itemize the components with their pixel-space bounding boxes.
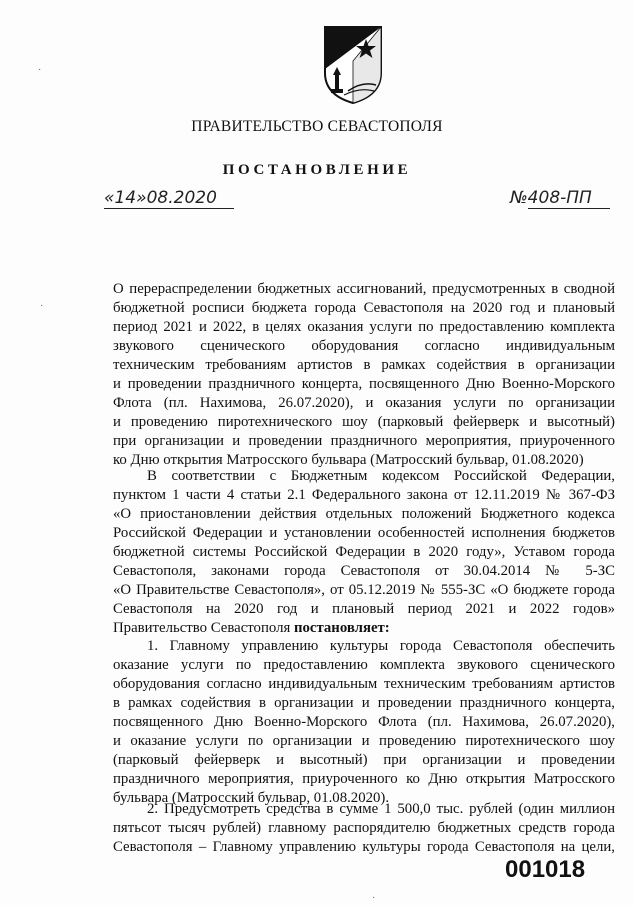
title-line: техническим требованиям артистов в рамках содействия в организации <box>113 357 615 373</box>
date-underline <box>104 208 234 209</box>
preamble-line: Российской Федерации и установлении особенностей исполнения бюджетов <box>113 525 615 541</box>
title-line: звукового сценического оборудования согласно индивидуальным <box>113 338 615 354</box>
document-type: ПОСТАНОВЛЕНИЕ <box>222 162 412 178</box>
item-1-line: праздничного мероприятия, приуроченного ко Дню открытия Матросского <box>113 771 615 787</box>
scan-speck: · <box>372 892 376 903</box>
document-title <box>113 280 615 470</box>
sevastopol-coat-of-arms-icon <box>322 25 384 105</box>
item-1-line: и оказание услуги по организации и проведению пиротехнического шоу <box>113 733 615 749</box>
document-date: «14»08.2020 <box>104 188 217 208</box>
scan-speck: · <box>38 64 42 75</box>
item-1-line: в рамках содействия в организации и проведении праздничного концерта, <box>113 695 615 711</box>
preamble-line: бюджетной системы Российской Федерации в 2020 году», Уставом города <box>113 544 615 560</box>
preamble-line: Севастополя, законами города Севастополя от 30.04.2014 № 5-ЗС <box>113 563 615 579</box>
item-1-line: 1. Главному управлению культуры города Севастополя обеспечить <box>147 638 615 654</box>
item-2-line: Севастополя – Главному управлению культуры города Севастополя на цели, <box>113 839 615 855</box>
item-1-line: посвященного Дню Военно-Морского Флота (пл. Нахимова, 26.07.2020), <box>113 714 615 730</box>
preamble-final-text: Правительство Севастополя <box>113 620 294 636</box>
title-line: Флота (пл. Нахимова, 26.07.2020), и оказания услуги по организации <box>113 395 615 411</box>
document-number: №408-ПП <box>510 188 592 208</box>
title-line: период 2021 и 2022, в целях оказания услуги по предоставлению комплекта <box>113 319 615 335</box>
item-2-paragraph <box>113 800 615 857</box>
preamble-line: В соответствии с Бюджетным кодексом Российской Федерации, <box>147 468 615 484</box>
number-underline <box>528 208 610 209</box>
document-serial-number: 001018 <box>505 856 586 883</box>
title-line: и проведении праздничного концерта, посвященного Дню Военно-Морского <box>113 376 615 392</box>
preamble-line: «О Правительстве Севастополя», от 05.12.2019 № 555-ЗС «О бюджете города <box>113 582 615 598</box>
title-line: при организации и проведении праздничного мероприятия, приуроченного <box>113 433 615 449</box>
preamble-line: Севастополя на 2020 год и плановый период 2021 и 2022 годов» <box>113 601 615 617</box>
title-line: бюджетной росписи бюджета города Севастополя на 2020 год и плановый <box>113 300 615 316</box>
title-line: ко Дню открытия Матросского бульвара (Матросский бульвар, 01.08.2020) <box>113 452 584 468</box>
preamble-line: «О приостановлении действия отдельных положений Бюджетного кодекса <box>113 506 615 522</box>
item-1-line: бульвара (Матросский бульвар, 01.08.2020). <box>113 790 390 806</box>
item-1-line: оказание услуги по предоставлению комплекта звукового сценического <box>113 657 615 673</box>
item-2-line: пятьсот тысяч рублей) главному распорядителю бюджетных средств города <box>113 820 615 836</box>
government-name: ПРАВИТЕЛЬСТВО СЕВАСТОПОЛЯ <box>191 118 443 135</box>
item-1-line: оборудования согласно индивидуальным техническим требованиям артистов <box>113 676 615 692</box>
title-line: и проведению пиротехнического шоу (парковый фейерверк и высотный) <box>113 414 615 430</box>
item-1-paragraph <box>113 637 615 808</box>
resolves-keyword: постановляет: <box>293 620 390 636</box>
item-1-line: (парковый фейерверк и высотный) при организации и проведении <box>113 752 615 768</box>
preamble-line: пунктом 1 части 4 статьи 2.1 Федерального закона от 12.11.2019 № 367-ФЗ <box>113 487 615 503</box>
item-2-line: 2. Предусмотреть средства в сумме 1 500,0 тыс. рублей (один миллион <box>147 801 615 817</box>
scan-speck: · <box>40 300 44 311</box>
title-line: О перераспределении бюджетных ассигнований, предусмотренных в сводной <box>113 281 615 297</box>
preamble-paragraph <box>113 467 615 638</box>
preamble-final-line <box>113 619 615 638</box>
